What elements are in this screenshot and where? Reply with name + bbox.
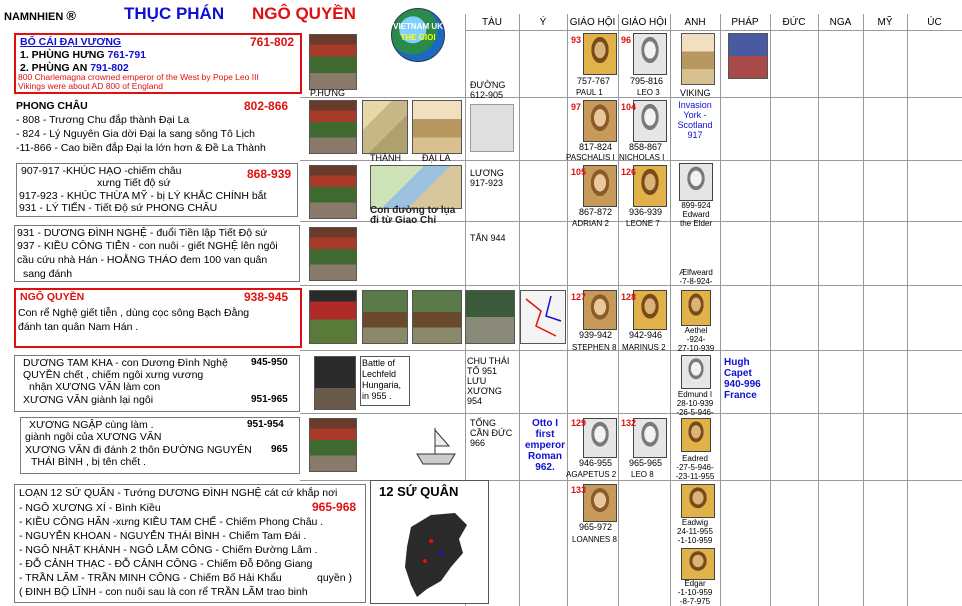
row1-pope2-portrait (633, 33, 667, 75)
col-tau: TÀU (482, 17, 502, 28)
row8-line4: - NGUYỄN KHOAN - NGUYỄN THÁI BÌNH - Chiếm Tam Đái . (19, 530, 307, 542)
vietnam-map-icon (371, 481, 488, 603)
battle-map-icon (521, 291, 565, 343)
col-giaohoi-1: GIÁO HỘI (569, 17, 616, 28)
row4-line4: sang đánh (23, 268, 73, 280)
row8-anh: Eadwig 24-11-955 -1-10-959 (677, 518, 713, 545)
row3-box (16, 163, 298, 217)
row1-line1-years: 761-791 (107, 49, 147, 61)
col-giaohoi-2: GIÁO HỘI (621, 17, 667, 28)
row3-line3: 931 - LÝ TIẾN - Tiết Độ sứ PHONG CHÂU (19, 202, 218, 214)
row8-line8: ( ĐINH BỘ LĨNH - con nuôi sau là con rể TRẦN LÃM trao binh (19, 586, 308, 598)
row1-pope2-num: 96 (621, 35, 632, 45)
row2-tau-image (470, 104, 514, 152)
row8-line2: - NGÔ XƯƠNG XÍ - Bình Kiều (19, 502, 161, 514)
row8-pope1-portrait (583, 484, 617, 522)
row3-anh-portrait (679, 163, 713, 201)
row5-pope2-num: 128 (621, 292, 637, 302)
row1-years: 761-802 (250, 35, 295, 49)
row3-pope1-num: 105 (571, 167, 587, 177)
row3-years: 868-939 (247, 167, 292, 181)
row5-pope2-name: MARINUS 2 (622, 343, 666, 352)
row1-title: BỐ CÁI ĐẠI VƯƠNG (20, 36, 122, 48)
row3-pope1-name: ADRIAN 2 (572, 219, 609, 228)
row8-pope1-num: 133 (571, 485, 587, 495)
row7-line3: XƯƠNG VĂN đi đánh 2 thôn ĐƯỜNG NGUYÊN (25, 444, 252, 456)
junk-ship-icon (413, 420, 459, 472)
row2-pope2-name: NICHOLAS I (619, 153, 665, 162)
row1-pope2-name: LEO 3 (637, 88, 660, 97)
row1-pope1-num: 93 (571, 35, 582, 45)
row3-line1b: xưng Tiết độ sứ (97, 177, 171, 189)
globe-logo (391, 8, 445, 62)
row8-line6: - ĐỖ CẢNH THẠC - ĐỖ CẢNH CÔNG - Chiếm Đỗ Đông Giang (19, 558, 313, 570)
title-ngo-quyen: NGÔ QUYỀN (252, 4, 356, 23)
row4-tau: TẤN 944 (470, 233, 506, 243)
row8-anh-portrait (681, 484, 715, 518)
row8-anh2: Edgar -1-10-959 -8-7-975 (677, 579, 713, 606)
row7-pope2-years: 965-965 (629, 458, 663, 468)
row7-pope1-name: AGAPETUS 2 (566, 470, 617, 479)
col-my: MỸ (877, 17, 893, 28)
row2-line1: - 808 - Trương Chu đắp thành Đại La (16, 114, 190, 126)
row7-line1: XƯƠNG NGẬP cùng làm . (29, 419, 154, 431)
row1-anh: VIKING (680, 88, 711, 98)
row6-line4-years: 951-965 (251, 394, 288, 405)
row2-title: PHONG CHÂU (16, 100, 88, 112)
row5-pope2-years: 942-946 (629, 330, 663, 340)
row3-tau: LƯƠNG 917-923 (470, 168, 504, 188)
row8-line1: LOẠN 12 SỨ QUÂN - Tướng DƯƠNG ĐÌNH NGHỆ cát cứ khắp nơi (19, 487, 338, 499)
row8-line7b: quyền ) (317, 572, 353, 584)
row1-note1: 800 Charlemagna crowned emperor of the West by Pope Leo III (18, 72, 259, 82)
row1-pic-label: P.HƯNG (310, 88, 346, 98)
row7-pope1-num: 129 (571, 418, 587, 428)
row7-pope2-name: LEO 8 (631, 470, 654, 479)
row8-line3: - KIỀU CÔNG HÃN -xưng KIỀU TAM CHẾ - Chiếm Phong Châu . (19, 516, 324, 528)
row2-pope1-portrait (583, 100, 617, 142)
title-thuc-phan: THỤC PHÁN (124, 4, 225, 23)
row3-pope1-years: 867-872 (579, 207, 613, 217)
row1-viking-image (681, 33, 715, 85)
row1-pope1-name: PAUL 1 (576, 88, 603, 97)
row6-line2: QUYỀN chết , chiếm ngôi xưng vương (23, 369, 204, 381)
row8-line5: - NGÔ NHẬT KHÁNH - NGÔ LẪM CÔNG - Chiếm Đường Lâm . (19, 544, 318, 556)
col-anh: ANH (684, 17, 706, 28)
row6-anh: Edmund I 28-10-939 -26-5-946- (676, 390, 714, 417)
row4-anh: Ælfweard -7-8-924- (679, 268, 713, 286)
row6-tau: CHU THÁI TỔ 951 LƯU XƯƠNG 954 (467, 356, 510, 406)
row5-box (14, 288, 302, 348)
row6-anh-portrait (681, 355, 711, 389)
row6-phap: Hugh Capet 940-996 France (724, 357, 761, 401)
row7-pope2-num: 132 (621, 418, 637, 428)
row7-anh: Eadred -27-5-946- -23-11-955 (675, 454, 715, 481)
row2-temple-image (309, 100, 357, 154)
row2-pope2-years: 858-867 (629, 142, 663, 152)
row1-pope1-portrait (583, 33, 617, 75)
row2-pope1-years: 817-824 (579, 142, 613, 152)
col-uc: ÚC (927, 17, 942, 28)
row1-pope2-years: 795-816 (630, 76, 664, 86)
row3-line1: 907-917 -KHÚC HẠO -chiếm châu (21, 165, 182, 177)
registered-mark: ® (66, 8, 76, 23)
author-name (4, 8, 76, 23)
row4-line1: 931 - DƯƠNG ĐÌNH NGHỆ - đuổi Tiền lập Tiết Độ sứ (17, 227, 268, 239)
row3-pope2-num: 126 (621, 167, 637, 177)
logo-text-2: THE GIOI (400, 33, 436, 42)
row7-ship-image (413, 420, 459, 472)
row6-line3: nhận XƯƠNG VĂN làm con (29, 381, 161, 393)
row7-temple-image (309, 418, 357, 472)
row5-line2: đánh tan quân Nam Hán . (18, 321, 139, 333)
row4-line2: 937 - KIỀU CÔNG TIỄN - con nuôi - giết NGHỆ lên ngôi (17, 240, 278, 252)
row5-battle-map (520, 290, 566, 344)
row3-pope2-portrait (633, 165, 667, 207)
row4-temple-image (309, 227, 357, 281)
col-phap: PHÁP (731, 17, 759, 28)
row1-line2: 2. PHÙNG AN (20, 62, 88, 74)
author-text: NAMNHIEN (4, 11, 64, 23)
row1-tau: ĐƯỜNG 612-905 (470, 80, 506, 100)
row4-line3: cầu cứu nhà Hán - HOẰNG THÁO đem 100 van quân (17, 254, 268, 266)
row5-forest-image (412, 290, 462, 344)
row8-box (14, 484, 366, 603)
row2-citadel-image (412, 100, 462, 154)
row8-12su-map (370, 480, 489, 604)
row1-line2-years: 791-802 (90, 62, 129, 74)
row8-map-title: 12 SỨ QUÂN (379, 484, 459, 499)
row3-anh: 899-924 Edward the Elder (679, 201, 713, 228)
row7-anh-portrait (681, 418, 711, 452)
row2-citadel-map (362, 100, 408, 154)
row7-pope2-portrait (633, 418, 667, 458)
row8-years: 965-968 (312, 500, 357, 514)
row1-temple-image (309, 34, 357, 90)
row2-box (14, 99, 298, 157)
row5-temple-image (309, 290, 357, 344)
row6-line1-years: 945-950 (251, 357, 288, 368)
row8-pope1-years: 965-972 (579, 522, 613, 532)
row8-line7: - TRẦN LÃM - TRẦN MINH CÔNG - Chiếm Bố Hải Khẩu (19, 572, 282, 584)
row7-line3-years: 965 (271, 444, 288, 455)
row5-stakes-image (362, 290, 408, 344)
col-y: Ý (539, 17, 547, 28)
row5-years: 938-945 (244, 290, 289, 304)
row2-pope1-num: 97 (571, 102, 582, 112)
row2-pope2-num: 104 (621, 102, 637, 112)
col-nga: NGA (829, 17, 852, 28)
row3-silkroad-map (370, 165, 462, 209)
row6-battle-label: Battle of Lechfeld Hungaria, in 955 . (360, 356, 410, 406)
row8-pope1-name: LOANNES 8 (572, 535, 617, 544)
row8-anh2-portrait (681, 548, 715, 580)
row3-pope2-name: LEONE 7 (626, 219, 660, 228)
row7-line1-years: 951-954 (247, 419, 284, 430)
row3-temple-image (309, 165, 357, 219)
row6-stele-image (314, 356, 356, 410)
row1-note2: Vikings were about AD 800 of England (18, 81, 163, 91)
row1-box (14, 33, 302, 94)
row1-pope1-years: 757-767 (577, 76, 611, 86)
row5-line1: Con rể Nghệ giết tiễn , dùng cọc sông Bạch Đằng (18, 307, 250, 319)
row3-pope2-years: 936-939 (629, 207, 663, 217)
row2-pope2-portrait (633, 100, 667, 142)
row5-anh: Aethel -924- 27-10-939 (677, 326, 715, 353)
row3-pope1-portrait (583, 165, 617, 207)
row5-pope1-portrait (583, 290, 617, 330)
row5-pope1-num: 127 (571, 292, 587, 302)
row2-line2: - 824 - Lý Nguyên Gia dời Đại la sang sông Tô Lịch (16, 128, 255, 140)
row2-anh: Invasion York - Scotland 917 (677, 100, 713, 140)
row5-anh-portrait (681, 290, 711, 326)
row7-line2: giành ngôi của XƯƠNG VĂN (25, 431, 162, 443)
row2-years: 802-866 (244, 99, 289, 113)
row1-line1: 1. PHÙNG HƯNG (20, 49, 105, 61)
row6-line4: XƯƠNG VĂN giành lại ngôi (23, 394, 154, 406)
logo-text-1: VIETNAM UK (393, 22, 443, 31)
row2-label-thanh: THÀNH (370, 153, 401, 163)
row5-shrine-image (465, 290, 515, 344)
row2-pope1-name: PASCHALIS I (566, 153, 615, 162)
row1-phap-image (728, 33, 768, 79)
row5-pope1-years: 939-942 (579, 330, 613, 340)
row5-title: NGÔ QUYỀN (20, 291, 85, 303)
row4-box (14, 225, 300, 282)
row7-line4: THÁI BÌNH , bị tên chết . (31, 456, 146, 468)
row6-line1: DƯƠNG TAM KHA - con Dương Đình Nghệ (23, 357, 228, 369)
row6-box (14, 355, 300, 412)
row7-pope1-portrait (583, 418, 617, 458)
col-duc: ĐỨC (782, 17, 806, 28)
row7-box (20, 417, 300, 474)
row3-line2: 917-923 - KHÚC THỪA MỸ - bị LÝ KHẮC CHÍNH bắt (19, 190, 267, 202)
row2-label-daila: ĐẠI LA (422, 153, 451, 163)
row3-map-caption: Con đường tơ lụa đi từ Giao Chỉ (370, 205, 456, 226)
row5-pope1-name: STEPHEN 8 (572, 343, 617, 352)
row7-tau: TỐNG CẦN ĐỨC 966 (470, 418, 513, 448)
row5-pope2-portrait (633, 290, 667, 330)
row2-line3: -11-866 - Cao biền đắp Đại la lớn hơn & Đề La Thành (16, 142, 266, 154)
row7-pope1-years: 946-955 (579, 458, 613, 468)
row7-y: Otto I first emperor Roman 962. (525, 418, 566, 473)
